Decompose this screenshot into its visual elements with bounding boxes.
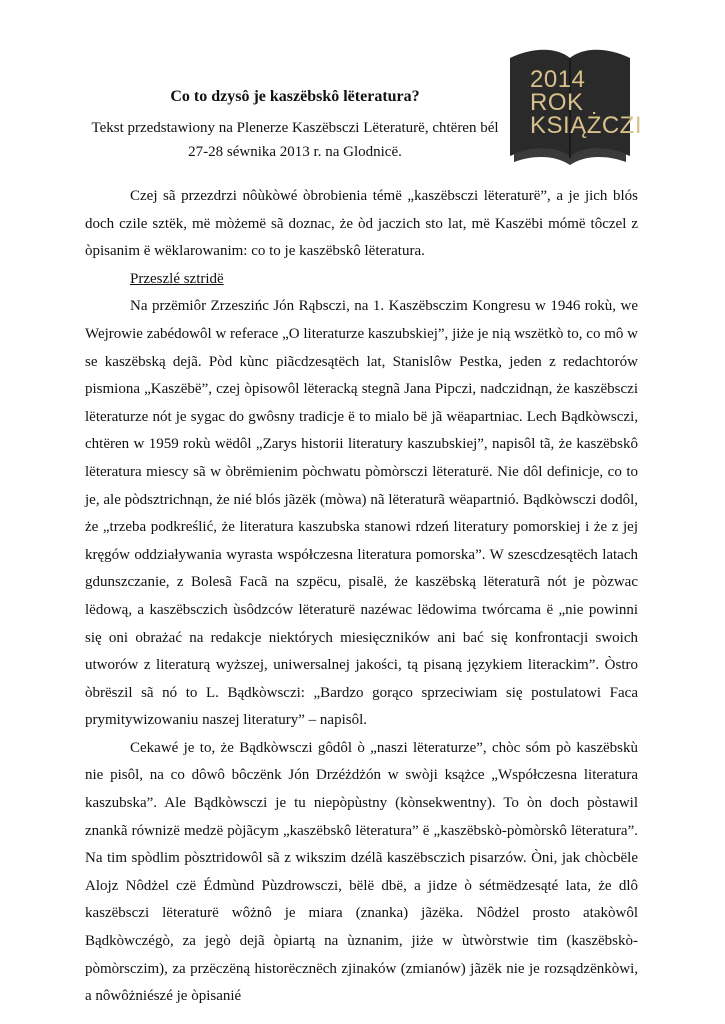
page-title: Co to dzysô je kaszëbskô lëteratura?: [170, 88, 420, 105]
article-body: [85, 183, 638, 1011]
paragraph-intro: Czej sã przezdrzi nôùkòwé òbrobienia témë „kaszëbsczi lëteraturë”, a je jich blós doch czile sztëk, më mòżemë sã doznac, że òd jaczich sto lat, më Kaszëbi mómë tôczel z òpisanim ë wëklarowanim: co to je kaszëbskô lëteratura.: [85, 188, 638, 260]
logo-year: 2014: [530, 66, 586, 93]
paragraph-3: Cekawé je to, że Bądkòwsczi gôdôl ò „naszi lëteraturze”, chòc sóm pò kaszëbskù nie pisôl, na co dôwô bôczënk Jón Drzéżdżón w swòji ksążce „Współczesna literatura kaszubska”. Ale Bądkòwsczi je tu niepòpùstny (kònsekwentny). To òn doch pòstawil znankã równizë medzë pòjãcym „kaszëbskô lëteratura” ë „kaszëbskò-pòmòrskô lëteratura”. Na tim spòdlim pòsztridowôl sã z wikszim dzélã kaszëbsczich pisarzów. Òni, jak chòcbële Alojz Nôdżel czë Édmùnd Pùzdrowsczi, bëlë dbë, a jidze ò sétmëdzesąté lata, że dlô kaszëbsczi lëteraturë wôżnô je miara (znanka) jãzëka. Nôdżel prosto atakòwôl Bądkòwczégò, za jegò dejã òpiartą na ùznanim, jiże w ùtwòrstwie tim (kaszëbskò-pòmòrsczim), za przëczëną historëcznëch zjinaków (zmianów) jãzëk nie je rozsądzënkòwi, a nôwôżniészé je òpisanié: [85, 739, 638, 1005]
paragraph-2: Na przëmiôr Zrzeszińc Jón Rąbsczi, na 1. Kaszëbsczim Kongresu w 1946 rokù, we Wejrowie zabédowôl w referace „O literaturze kaszubskiej”, jiże je nią wszëtkò to, co mô w se kaszëbską dejã. Pòd kùnc piãcdzesątëch lat, Stanislôw Pestka, jeden z redachtorów pismiona „Kaszëbë”, czej òpisowôl lëteracką stegnã Jana Pipczi, nadczidnąn, że kaszëbsczi lëteraturze nót je sygac do gwôsny tradicje ë to mialo bë jã wëapartniac. Lech Bądkòwsczi, chtëren w 1959 rokù wëdôl „Zarys historii literatury kaszubskiej”, napisôl tã, że kaszëbskô lëteratura miescy sã w òbrëmienim pòchwatu pòmòrsczi lëteraturë. Nie dôl definicje, co to je, ale pòdsztrichnąn, że nié blós jãzëk (mòwa) nã lëteraturã wëapartnió. Bądkòwsczi dodôl, że „trzeba podkreślić, że literatura kaszubska stanowi rdzeń literatury pomorskiej i że z jej kręgów oddziaływania wyrasta współczesna literatura pomorska”. W szescdzesątëch latach gdunszczanie, z Bolesã Facã na szpëcu, pisalë, że kaszëbską lëteraturã nót je pòzwac lëdową, a kaszëbsczich ùsôdzców lëteraturë nazéwac lëdowima twórcama ë „nie powinni się oni obrażać na redakcje niektórych miesięczników ani bać się konfrontacji swoich utworów z literaturą wyższej, uniwersalnej jakości, tą pisaną językiem literackim”. Òstro òbrëszil sã nó to L. Bądkòwsczi: „Bardzo gorąco sprzeciwiam się postulatowi Faca prymitywizowaniu naszej literatury” – napisôl.: [85, 298, 638, 729]
page-subtitle: [75, 116, 515, 164]
subtitle-line-2: 27-28 séwnika 2013 r. na Glodnicë.: [188, 144, 402, 160]
rok-ksiazczi-logo: [510, 44, 643, 172]
logo-text: [530, 68, 642, 137]
subtitle-line-1: Tekst przedstawiony na Plenerze Kaszëbsczi Lëteraturë, chtëren bél: [91, 120, 499, 136]
section-heading: Przeszlé sztridë: [130, 270, 224, 287]
logo-rok: ROK: [530, 89, 584, 116]
logo-ksiazczi: KSIĄŻCZI: [530, 112, 643, 139]
